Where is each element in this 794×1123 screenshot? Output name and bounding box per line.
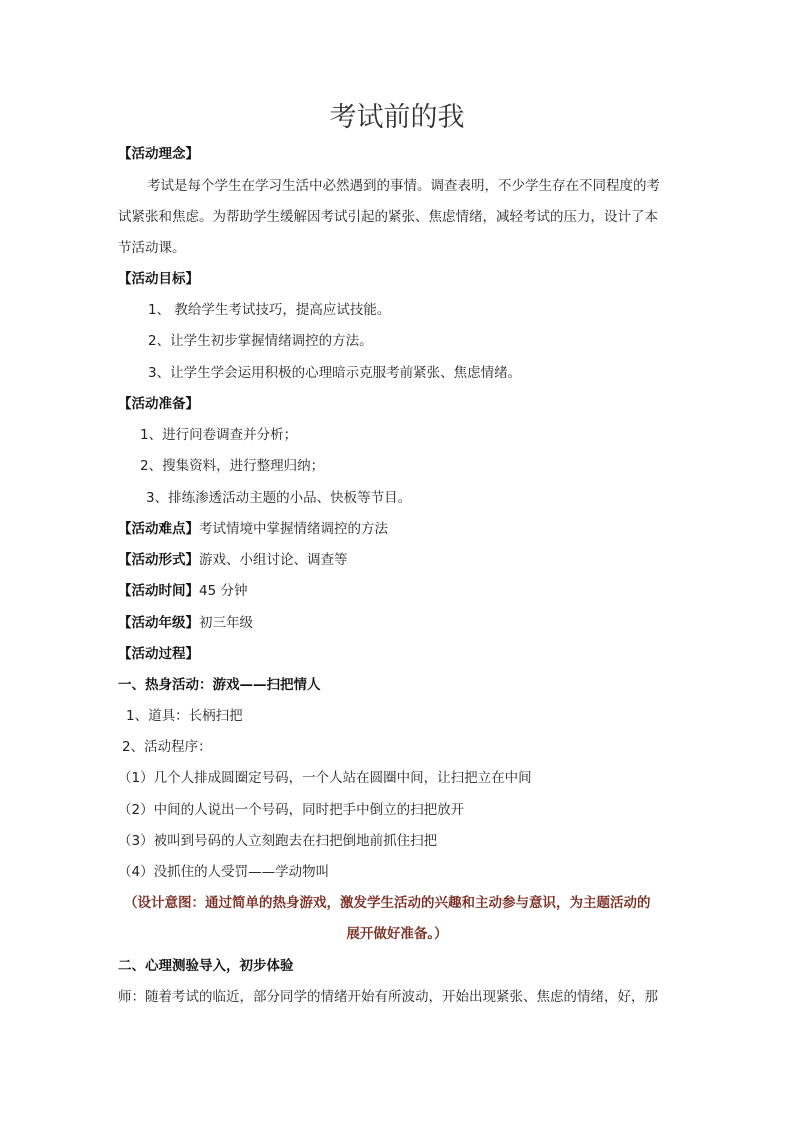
part1-step-1: （1）几个人排成圆圈定号码，一个人站在圆圈中间，让扫把立在中间 [118, 770, 532, 786]
process-heading: 【活动过程】 [118, 646, 199, 662]
part1-step-2: （2）中间的人说出一个号码，同时把手中倒立的扫把放开 [118, 802, 465, 818]
part2-heading: 二、心理测验导入，初步体验 [118, 958, 294, 974]
goals-heading: 【活动目标】 [118, 271, 199, 287]
part1-step-3: （3）被叫到号码的人立刻跑去在扫把倒地前抓住扫把 [118, 833, 438, 849]
page-title: 考试前的我 [329, 102, 465, 133]
goal-item-2: 2、让学生初步掌握情绪调控的方法。 [148, 333, 373, 349]
concept-paragraph-line-2: 试紧张和焦虑。为帮助学生缓解因考试引起的紧张、焦虑情绪，减轻考试的压力，设计了本 [118, 209, 658, 225]
grade-value: 初三年级 [199, 615, 253, 631]
goal-item-3: 3、让学生学会运用积极的心理暗示克服考前紧张、焦虑情绪。 [148, 365, 522, 381]
time-label: 【活动时间】 [118, 583, 199, 599]
design-intent-line-2: 展开做好准备。） [346, 926, 448, 942]
goal-item-1: 1、 教给学生考试技巧，提高应试技能。 [148, 302, 391, 318]
grade-row [118, 613, 674, 633]
concept-paragraph-line-3: 节活动课。 [118, 240, 186, 256]
teacher-line: 师：随着考试的临近，部分同学的情绪开始有所波动，开始出现紧张、焦虑的情绪，好，那 [118, 989, 658, 1005]
prep-heading: 【活动准备】 [118, 396, 199, 412]
prep-item-2: 2、搜集资料，进行整理归纳； [140, 458, 325, 474]
part1-step-4: （4）没抓住的人受罚——学动物叫 [118, 864, 330, 880]
part1-procedure: 2、活动程序： [122, 739, 212, 755]
prep-item-1: 1、进行问卷调查并分析； [140, 427, 298, 443]
concept-heading: 【活动理念】 [118, 146, 199, 162]
difficulty-row [118, 519, 674, 539]
part1-props: 1、道具：长柄扫把 [126, 708, 243, 724]
form-label: 【活动形式】 [118, 552, 199, 568]
prep-item-3: 3、排练渗透活动主题的小品、快板等节目。 [146, 490, 412, 506]
grade-label: 【活动年级】 [118, 615, 199, 631]
difficulty-label: 【活动难点】 [118, 521, 199, 537]
difficulty-value: 考试情境中掌握情绪调控的方法 [199, 521, 388, 537]
part1-heading: 一、热身活动：游戏——扫把情人 [118, 677, 321, 693]
concept-paragraph-line-1: 考试是每个学生在学习生活中必然遇到的事情。调查表明，不少学生存在不同程度的考 [147, 178, 660, 194]
time-row [118, 581, 674, 601]
design-intent-line-1: （设计意图：通过简单的热身游戏，激发学生活动的兴趣和主动参与意识，为主题活动的 [124, 895, 651, 911]
time-value: 45 分钟 [199, 583, 248, 599]
form-value: 游戏、小组讨论、调查等 [199, 552, 348, 568]
form-row [118, 550, 674, 570]
